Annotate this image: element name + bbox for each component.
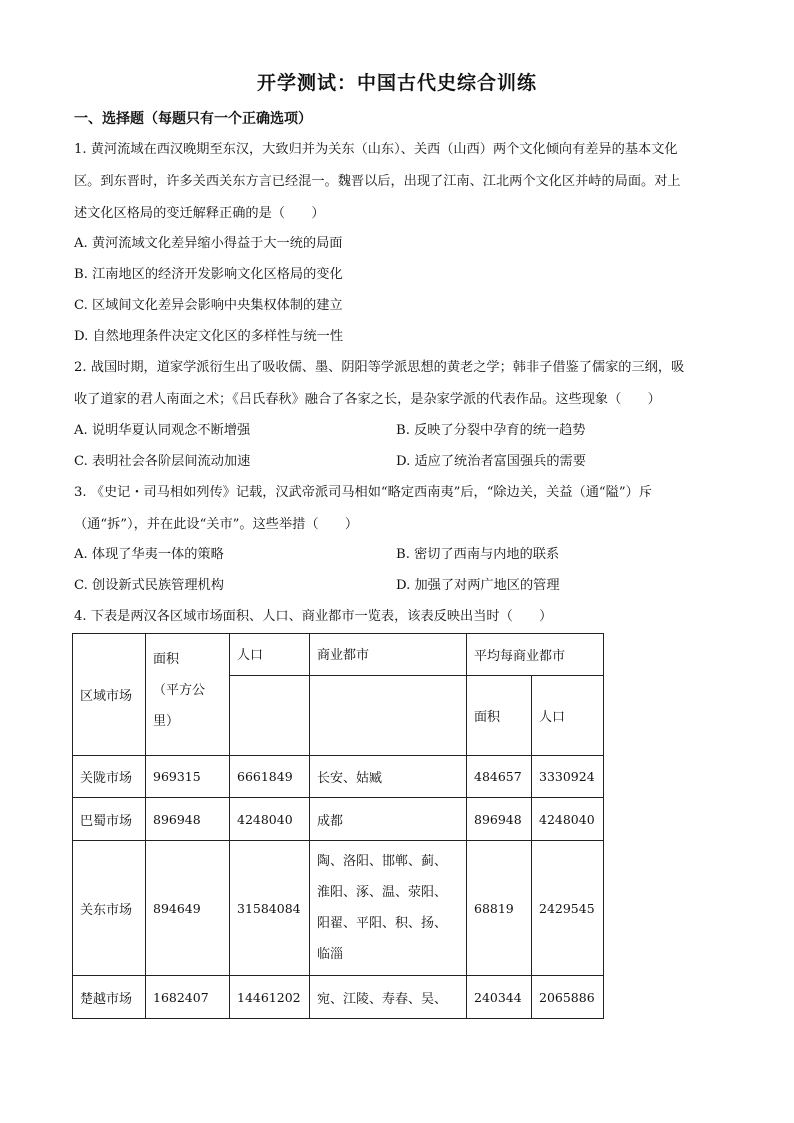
header-population-blank <box>230 676 310 756</box>
cell-avg-population: 3330924 <box>532 756 604 798</box>
cell-avg-population: 2065886 <box>532 976 604 1019</box>
cell-avg-area: 896948 <box>467 798 532 841</box>
question-1-line: 1. 黄河流域在西汉晚期至东汉，大致归并为关东（山东）、关西（山西）两个文化倾向有差异的基本文化 <box>74 142 678 157</box>
cell-cities: 成都 <box>310 798 467 841</box>
cell-population: 14461202 <box>230 976 310 1019</box>
question-2-option-a[interactable]: A. 说明华夏认同观念不断增强 <box>74 423 251 438</box>
header-average-area: 面积 <box>467 676 532 756</box>
question-3-option-c[interactable]: C. 创设新式民族管理机构 <box>74 578 224 593</box>
cell-region: 楚越市场 <box>73 976 146 1019</box>
question-3-option-b[interactable]: B. 密切了西南与内地的联系 <box>396 547 560 562</box>
question-3-option-d[interactable]: D. 加强了对两广地区的管理 <box>396 578 560 593</box>
header-average-population: 人口 <box>532 676 604 756</box>
cell-area: 1682407 <box>146 976 230 1019</box>
header-average: 平均每商业都市 <box>467 634 604 676</box>
header-population: 人口 <box>230 634 310 676</box>
cell-region: 关陇市场 <box>73 756 146 798</box>
question-3-stem <box>74 477 724 541</box>
cell-cities: 宛、江陵、寿春、吴、 <box>310 976 467 1019</box>
table-row <box>73 976 604 1019</box>
question-2-stem <box>74 352 724 416</box>
table-row <box>73 756 604 798</box>
cell-avg-population: 4248040 <box>532 798 604 841</box>
header-area: 面积 （平方公 里） <box>146 634 230 756</box>
question-2-line: 收了道家的君人南面之术；《吕氏春秋》融合了各家之长，是杂家学派的代表作品。这些现象（ ） <box>74 392 661 407</box>
question-1-option-a[interactable]: A. 黄河流域文化差异缩小得益于大一统的局面 <box>74 236 343 251</box>
cell-avg-area: 240344 <box>467 976 532 1019</box>
cell-cities: 长安、姑臧 <box>310 756 467 798</box>
cell-cities: 陶、洛阳、邯郸、蓟、 淮阳、涿、温、荥阳、 阳翟、平阳、积、扬、 临淄 <box>310 841 467 976</box>
page-title: 开学测试：中国古代史综合训练 <box>256 72 537 94</box>
table-row <box>73 841 604 976</box>
question-3-line: 3. 《史记・司马相如列传》记载，汉武帝派司马相如“略定西南夷”后，“除边关，关益（通“隘”）斥 <box>74 485 652 500</box>
question-3-line: （通“拆”），并在此设“关市”。这些举措（ ） <box>74 517 359 532</box>
cell-population: 31584084 <box>230 841 310 976</box>
question-1-line: 区。到东晋时，许多关西关东方言已经混一。魏晋以后，出现了江南、江北两个文化区并峙的局面。对上 <box>74 174 681 189</box>
header-cities: 商业都市 <box>310 634 467 676</box>
cell-region: 关东市场 <box>73 841 146 976</box>
question-1-option-b[interactable]: B. 江南地区的经济开发影响文化区格局的变化 <box>74 267 343 282</box>
cell-population: 6661849 <box>230 756 310 798</box>
cell-region: 巴蜀市场 <box>73 798 146 841</box>
question-1-line: 述文化区格局的变迁解释正确的是（ ） <box>74 206 325 221</box>
question-2-line: 2. 战国时期，道家学派衍生出了吸收儒、墨、阴阳等学派思想的黄老之学；韩非子借鉴了儒家的三纲，吸 <box>74 360 685 375</box>
question-4-stem: 4. 下表是两汉各区域市场面积、人口、商业都市一览表，该表反映出当时（ ） <box>74 609 553 624</box>
question-2-option-c[interactable]: C. 表明社会各阶层间流动加速 <box>74 454 251 469</box>
market-table <box>72 633 604 1019</box>
cell-area: 969315 <box>146 756 230 798</box>
header-cities-blank <box>310 676 467 756</box>
cell-avg-area: 484657 <box>467 756 532 798</box>
cell-avg-population: 2429545 <box>532 841 604 976</box>
header-region: 区域市场 <box>73 634 146 756</box>
cell-avg-area: 68819 <box>467 841 532 976</box>
section-heading: 一、选择题（每题只有一个正确选项） <box>74 111 312 127</box>
question-2-option-d[interactable]: D. 适应了统治者富国强兵的需要 <box>396 454 586 469</box>
question-2-option-b[interactable]: B. 反映了分裂中孕育的统一趋势 <box>396 423 586 438</box>
cell-population: 4248040 <box>230 798 310 841</box>
question-3-option-a[interactable]: A. 体现了华夷一体的策略 <box>74 547 224 562</box>
question-1-stem <box>74 134 724 230</box>
cell-area: 894649 <box>146 841 230 976</box>
cell-area: 896948 <box>146 798 230 841</box>
question-1-option-c[interactable]: C. 区域间文化差异会影响中央集权体制的建立 <box>74 298 343 313</box>
table-row <box>73 798 604 841</box>
question-1-option-d[interactable]: D. 自然地理条件决定文化区的多样性与统一性 <box>74 329 344 344</box>
